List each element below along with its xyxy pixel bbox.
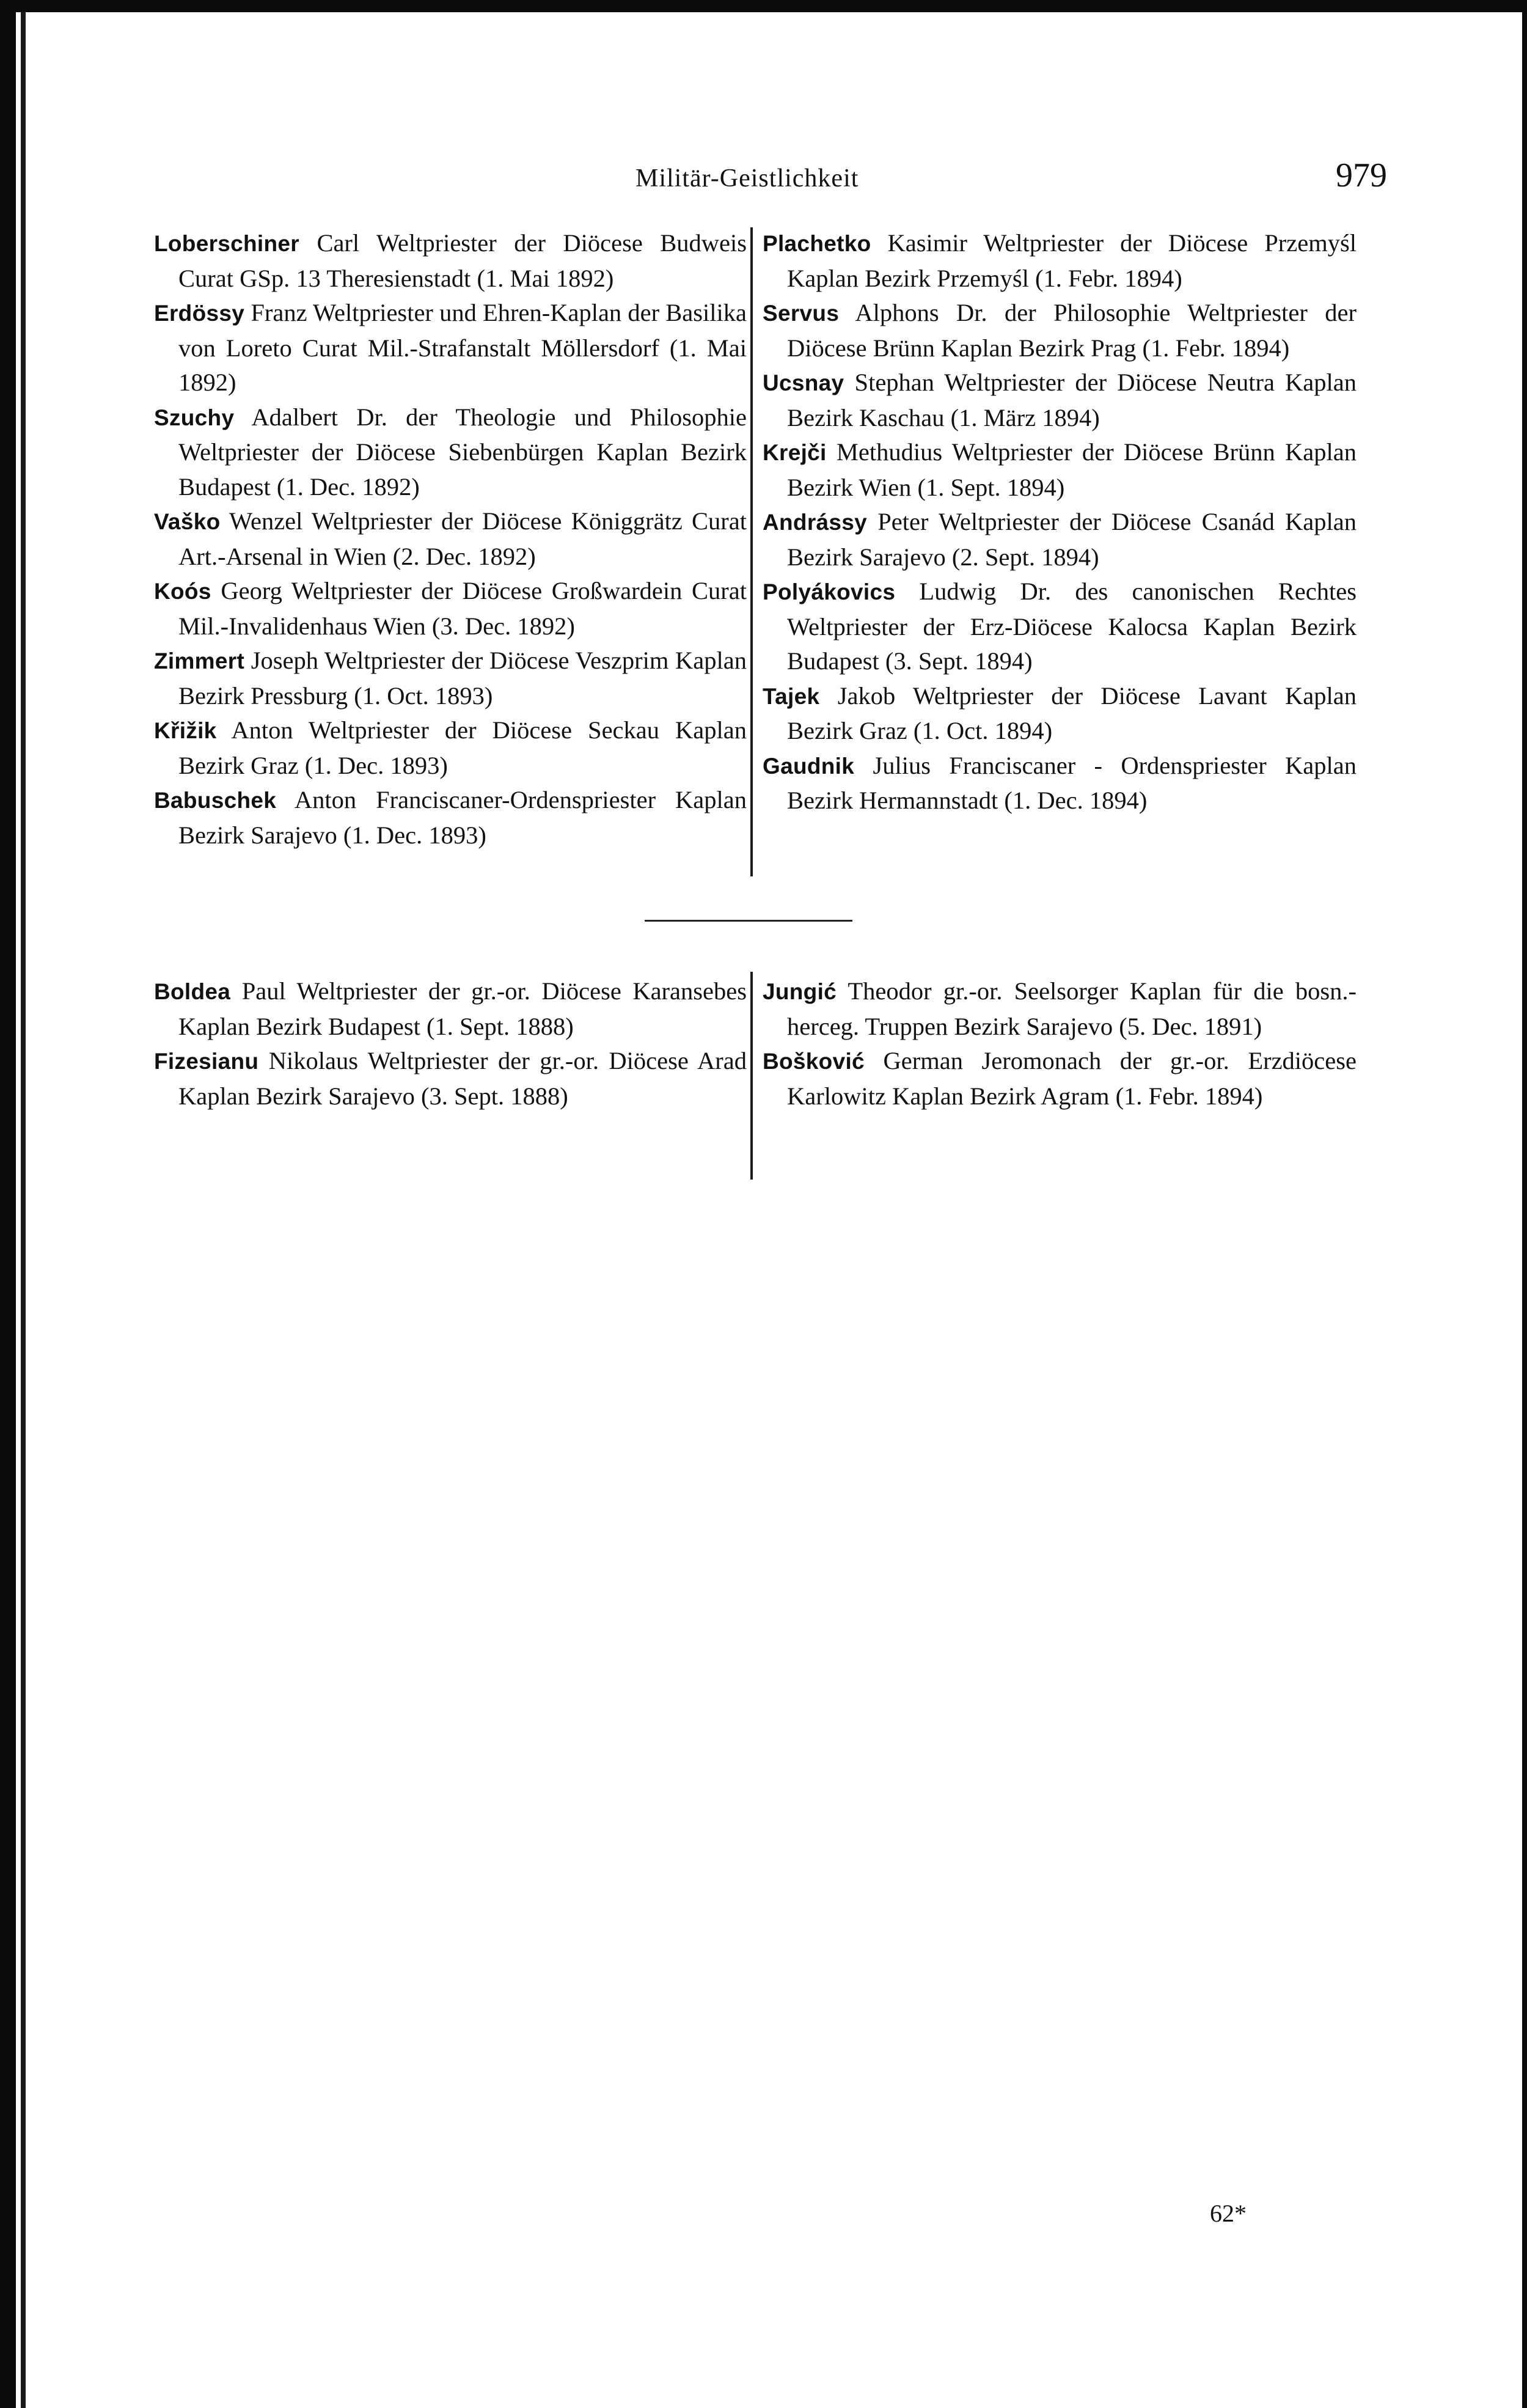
list-entry (763, 1044, 1357, 1114)
list-entry (154, 226, 747, 296)
entry-text: Adalbert Dr. der Theologie und Philosophie Weltpriester der Diöcese Siebenbürgen Kaplan Bezirk Budapest (1. Dec. 1892) (178, 403, 747, 501)
entry-name: Polyákovics (763, 579, 896, 604)
list-entry (763, 435, 1357, 505)
list-entry (154, 644, 747, 713)
entry-name: Ucsnay (763, 370, 844, 395)
entry-text: Nikolaus Weltpriester der gr.-or. Diöcese Arad Kaplan Bezirk Sarajevo (3. Sept. 1888) (178, 1047, 747, 1110)
scan-border-left (0, 0, 16, 2408)
entry-text: Stephan Weltpriester der Diöcese Neutra Kaplan Bezirk Kaschau (1. März 1894) (787, 369, 1357, 431)
list-entry (763, 505, 1357, 574)
list-entry (154, 400, 747, 505)
list-entry (154, 574, 747, 644)
entry-name: Koós (154, 579, 211, 604)
entry-text: Carl Weltpriester der Diöcese Budweis Curat GSp. 13 Theresienstadt (1. Mai 1892) (178, 229, 747, 292)
list-entry (763, 749, 1357, 818)
page-number: 979 (1336, 156, 1387, 194)
entry-name: Servus (763, 301, 840, 326)
entry-text: Methudius Weltpriester der Diöcese Brünn Kaplan Bezirk Wien (1. Sept. 1894) (787, 438, 1357, 501)
list-entry (154, 783, 747, 853)
entry-name: Zimmert (154, 648, 245, 674)
entry-name: Boldea (154, 979, 231, 1004)
entry-name: Erdössy (154, 301, 245, 326)
section-2-left-column (154, 974, 747, 1114)
entry-name: Křižik (154, 718, 217, 743)
signature-mark: 62* (1210, 2200, 1247, 2227)
entry-name: Loberschiner (154, 231, 299, 256)
entry-name: Tajek (763, 683, 820, 709)
entry-text: Anton Franciscaner-Ordenspriester Kaplan Bezirk Sarajevo (1. Dec. 1893) (178, 786, 747, 849)
entry-text: Julius Franciscaner - Ordenspriester Kaplan Bezirk Hermannstadt (1. Dec. 1894) (787, 751, 1357, 814)
list-entry (154, 296, 747, 400)
entry-text: Peter Weltpriester der Diöcese Csanád Kaplan Bezirk Sarajevo (2. Sept. 1894) (787, 508, 1357, 571)
list-entry (763, 974, 1357, 1044)
section-1-left-column (154, 226, 747, 853)
list-entry (763, 296, 1357, 365)
entry-name: Jungić (763, 979, 837, 1004)
column-rule-section-1 (750, 227, 753, 876)
entry-text: Alphons Dr. der Philosophie Weltpriester der Diöcese Brünn Kaplan Bezirk Prag (1. Febr. 1894) (787, 299, 1357, 362)
entry-name: Bošković (763, 1049, 865, 1074)
list-entry (763, 679, 1357, 749)
entry-name: Andrássy (763, 510, 868, 535)
entry-text: Franz Weltpriester und Ehren-Kaplan der Basilika von Loreto Curat Mil.-Strafanstalt Möllersdorf (1. Mai 1892) (178, 299, 747, 396)
column-rule-section-2 (750, 972, 753, 1180)
entry-text: Ludwig Dr. des canonischen Rechtes Weltpriester der Erz-Diöcese Kalocsa Kaplan Bezirk Budapest (3. Sept. 1894) (787, 578, 1357, 675)
entry-name: Fizesianu (154, 1049, 259, 1074)
entry-text: Georg Weltpriester der Diöcese Großwardein Curat Mil.-Invalidenhaus Wien (3. Dec. 1892) (178, 577, 747, 640)
scan-border-top (0, 0, 1527, 12)
entry-text: Theodor gr.-or. Seelsorger Kaplan für die bosn.-herceg. Truppen Bezirk Sarajevo (5. Dec. 1891) (787, 977, 1357, 1040)
entry-text: Kasimir Weltpriester der Diöcese Przemyśl Kaplan Bezirk Przemyśl (1. Febr. 1894) (787, 229, 1357, 292)
entry-text: Jakob Weltpriester der Diöcese Lavant Kaplan Bezirk Graz (1. Oct. 1894) (787, 681, 1357, 744)
list-entry (154, 974, 747, 1044)
entry-name: Vaško (154, 509, 221, 534)
list-entry (763, 574, 1357, 679)
list-entry (763, 226, 1357, 296)
entry-name: Babuschek (154, 788, 277, 813)
running-head: Militär-Geistlichkeit (635, 164, 859, 193)
entry-text: Anton Weltpriester der Diöcese Seckau Kaplan Bezirk Graz (1. Dec. 1893) (178, 716, 747, 779)
section-1-right-column (763, 226, 1357, 818)
scan-border-left-inner (21, 12, 26, 2408)
section-divider (645, 920, 852, 922)
entry-name: Szuchy (154, 405, 235, 430)
list-entry (154, 1044, 747, 1114)
entry-name: Plachetko (763, 231, 871, 256)
list-entry (763, 365, 1357, 435)
entry-name: Gaudnik (763, 753, 855, 779)
entry-text: Joseph Weltpriester der Diöcese Veszprim Kaplan Bezirk Pressburg (1. Oct. 1893) (178, 647, 747, 710)
entry-text: German Jeromonach der gr.-or. Erzdiöcese Karlowitz Kaplan Bezirk Agram (1. Febr. 1894) (787, 1047, 1357, 1110)
list-entry (154, 713, 747, 783)
scan-border-right (1522, 0, 1527, 2408)
entry-text: Wenzel Weltpriester der Diöcese Königgrätz Curat Art.-Arsenal in Wien (2. Dec. 1892) (178, 507, 747, 570)
section-2-right-column (763, 974, 1357, 1114)
entry-name: Krejči (763, 440, 827, 465)
entry-text: Paul Weltpriester der gr.-or. Diöcese Karansebes Kaplan Bezirk Budapest (1. Sept. 1888) (178, 977, 747, 1040)
list-entry (154, 504, 747, 574)
